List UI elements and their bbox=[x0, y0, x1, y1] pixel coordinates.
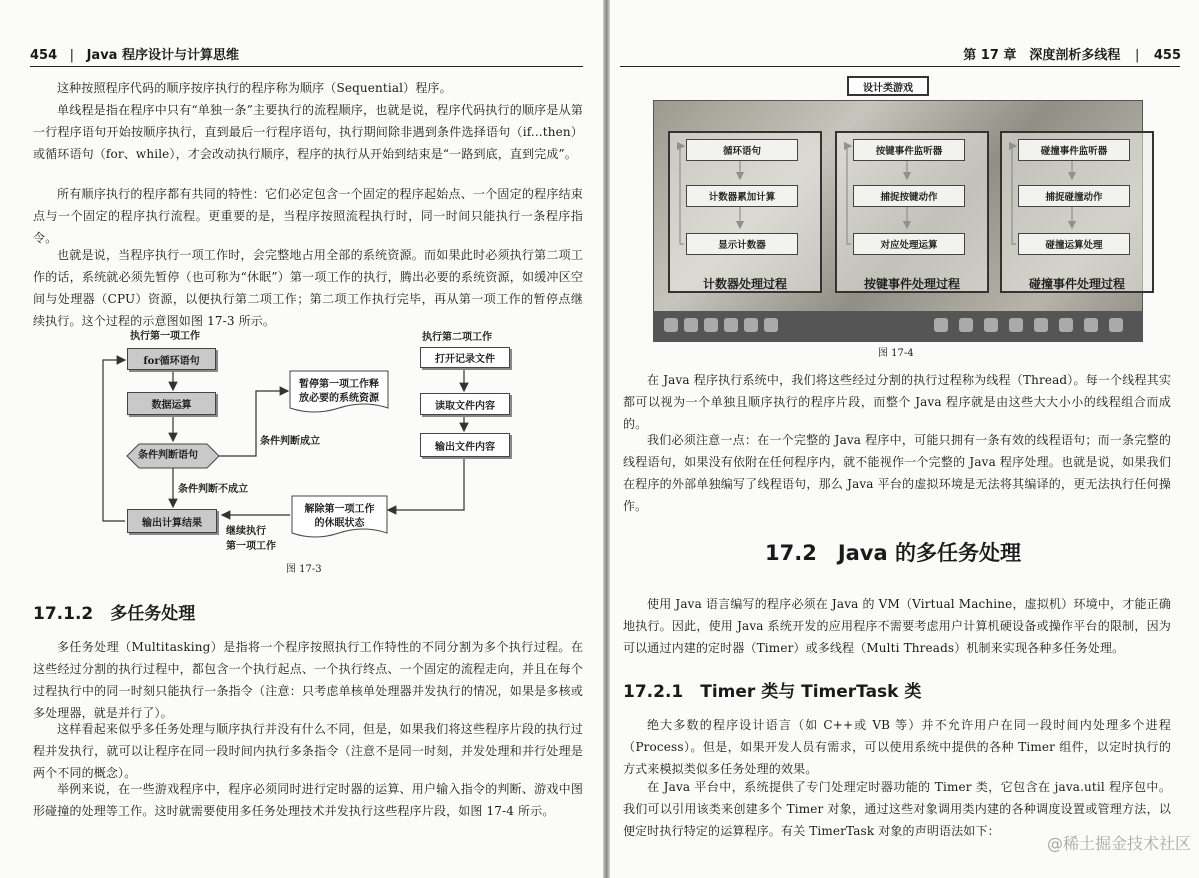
left-page-number: 454 bbox=[30, 48, 58, 63]
label-second-job: 执行第二项工作 bbox=[422, 332, 492, 343]
panel-collision-box-3: 碰撞运算处理 bbox=[1018, 233, 1130, 255]
box-compute: 数据运算 bbox=[127, 392, 216, 415]
panel-key-box-3: 对应处理运算 bbox=[853, 233, 965, 255]
panel-counter-title: 计数器处理过程 bbox=[702, 277, 787, 291]
section-paragraph-1: 多任务处理（Multitasking）是指将一个程序按照执行工作特性的不同分割为多个执行过程。在这些经过分割的执行过程中，都包含一个执行起点、一个执行终点、一个固定的流程走向，并且在每个过程执行中的同一时刻只能执行一条指令（注意：只考虑单核单处理器并发执行的情况，如果是多核或多处理器，就是并行了）。 bbox=[33, 640, 583, 720]
label-cond-false: 条件判断不成立 bbox=[178, 484, 248, 495]
right-page-number: 455 bbox=[1153, 48, 1181, 63]
right-page-header: 第 17 章 深度剖析多线程 | 455 bbox=[963, 48, 1181, 63]
section-17-2-paragraph: 使用 Java 语言编写的程序必须在 Java 的 VM（Virtual Machine，虚拟机）环境中，才能正确地执行。因此，使用 Java 系统开发的应用程序不需要考虑用户计算机硬设备或操作平台的限制，因为可以通过内建的定时器（Timer）或多线程（Multi Threads）机制来实现各种多任务处理。 bbox=[623, 597, 1171, 655]
chapter-title: 第 17 章 深度剖析多线程 bbox=[963, 48, 1121, 63]
flowchart-connectors bbox=[0, 0, 603, 560]
left-paragraph-4: 也就是说，当程序执行一项工作时，会完整地占用全部的系统资源。而如果此时必须执行第二项工作的话，系统就必须先暂停（也可称为“休眠”）第一项工作的执行，腾出必要的系统资源，如缓冲区空间与处理器（CPU）资源，以便执行第二项工作；第二项工作执行完毕，再从第一项工作的暂停点继续执行。这个过程的示意图如图 17-3 所示。 bbox=[33, 248, 583, 328]
box-condition: 条件判断语句 bbox=[138, 450, 198, 461]
panel-counter bbox=[668, 131, 822, 293]
section-heading-17-1-2: 17.1.2 多任务处理 bbox=[33, 604, 196, 624]
panel-collision-title: 碰撞事件处理过程 bbox=[1028, 277, 1125, 291]
label-cond-true: 条件判断成立 bbox=[260, 436, 320, 447]
box-read-file: 读取文件内容 bbox=[420, 393, 510, 415]
doc-resume-line-1: 解除第一项工作 bbox=[304, 504, 375, 515]
box-output-result: 输出计算结果 bbox=[127, 509, 217, 533]
left-paragraph-3: 所有顺序执行的程序都有共同的特性：它们必定包含一个固定的程序起始点、一个固定的程序结束点与一个固定的程序执行流程。更重要的是，当程序按照流程执行时，同一时间只能执行一条程序指令。 bbox=[33, 187, 583, 245]
panel-collision bbox=[1000, 131, 1154, 293]
panel-counter-box-2: 计数器累加计算 bbox=[686, 185, 798, 207]
panel-key-box-1: 按键事件监听器 bbox=[853, 139, 965, 161]
panel-collision-box-1: 碰撞事件监听器 bbox=[1018, 139, 1130, 161]
figure-17-3-caption: 图 17-3 bbox=[286, 564, 322, 575]
subsection-heading-17-2-1: 17.2.1 Timer 类与 TimerTask 类 bbox=[623, 682, 922, 702]
right-header-rule bbox=[620, 66, 1180, 67]
panel-counter-box-1: 循环语句 bbox=[686, 139, 798, 161]
section-paragraph-2: 这样看起来似乎多任务处理与顺序执行并没有什么不同，但是，如果我们将这些程序片段的执行过程并发执行，就可以让程序在同一段时间内执行多条指令（注意不是同一时刻，并发处理和并行处理是两个不同的概念）。 bbox=[33, 722, 583, 780]
left-paragraph-1: 这种按照程序代码的顺序按序执行的程序称为顺序（Sequential）程序。 bbox=[57, 81, 452, 95]
section-paragraph-3: 举例来说，在一些游戏程序中，程序必须同时进行定时器的运算、用户输入指令的判断、游戏中图形碰撞的处理等工作。这时就需要使用多任务处理技术并发执行这些程序片段，如图 17-4 所示。 bbox=[33, 782, 583, 818]
doc-resume-line-2: 的休眠状态 bbox=[314, 518, 365, 529]
panel-key-event bbox=[835, 131, 989, 293]
panel-collision-box-2: 捕捉碰撞动作 bbox=[1018, 185, 1130, 207]
game-top-label: 设计类游戏 bbox=[847, 76, 929, 96]
right-paragraph-2: 我们必须注意一点：在一个完整的 Java 程序中，可能只拥有一条有效的线程语句；而一条完整的线程语句，如果没有依附在任何程序内，就不能视作一个完整的 Java 程序处理。也就是说，如果我们在程序的外部单独编写了线程语句，那么 Java 平台的虚拟环境是无法将其编译的，更无法执行任何操作。 bbox=[623, 433, 1171, 513]
doc-resume bbox=[291, 495, 388, 541]
label-continue-line-2: 第一项工作 bbox=[226, 541, 276, 552]
right-paragraph-1: 在 Java 程序执行系统中，我们将这些经过分割的执行过程称为线程（Thread）。每一个线程其实都可以视为一个单独且顺序执行的程序片段，而整个 Java 程序就是由这些大大小小的线程组合而成的。 bbox=[623, 373, 1171, 431]
panel-key-title: 按键事件处理过程 bbox=[863, 277, 960, 291]
watermark: @稀土掘金技术社区 bbox=[1046, 834, 1191, 853]
section-heading-17-2: 17.2 Java 的多任务处理 bbox=[765, 541, 1021, 565]
panel-counter-box-3: 显示计数器 bbox=[686, 233, 798, 255]
right-page bbox=[610, 0, 1199, 878]
figure-17-4-caption: 图 17-4 bbox=[878, 348, 914, 359]
left-page-header: 454 | Java 程序设计与计算思维 bbox=[30, 48, 239, 63]
label-first-job: 执行第一项工作 bbox=[130, 331, 200, 342]
doc-pause-line-2: 放必要的系统资源 bbox=[299, 393, 379, 404]
book-gutter bbox=[603, 0, 610, 878]
box-for-loop: for循环语句 bbox=[127, 348, 216, 370]
label-continue-line-1: 继续执行 bbox=[226, 526, 266, 537]
panel-key-box-2: 捕捉按键动作 bbox=[853, 185, 965, 207]
game-figure-17-4 bbox=[653, 100, 1143, 342]
left-paragraph-2: 单线程是指在程序中只有“单独一条”主要执行的流程顺序，也就是说，程序代码执行的顺序是从第一行程序语句开始按顺序执行，直到最后一行程序语句，执行期间除非遇到条件选择语句（if...then）或循环语句（for、while），才会改动执行顺序，程序的执行从开始到结束是“一路到底，直到完成”。 bbox=[33, 103, 583, 161]
doc-pause bbox=[289, 370, 389, 416]
game-toolbar bbox=[654, 311, 1142, 341]
subsection-paragraph-1: 绝大多数的程序设计语言（如 C++或 VB 等）并不允许用户在同一段时间内处理多个进程（Process）。但是，如果开发人员有需求，可以使用系统中提供的各种 Timer 组件，以定时执行的方式来模拟类似多任务处理的效果。 bbox=[623, 718, 1171, 776]
box-output-file: 输出文件内容 bbox=[420, 433, 510, 457]
book-title: Java 程序设计与计算思维 bbox=[86, 48, 239, 63]
box-open-file: 打开记录文件 bbox=[420, 347, 510, 368]
doc-pause-line-1: 暂停第一项工作释 bbox=[299, 379, 379, 390]
subsection-paragraph-2: 在 Java 平台中，系统提供了专门处理定时器功能的 Timer 类，它包含在 java.util 程序包中。我们可以引用该类来创建多个 Timer 对象，通过这些对象调用类内建的各种调度设置或管理方法，以便定时执行特定的运算程序。有关 TimerTask 对象的声明语法如下： bbox=[623, 780, 1171, 838]
